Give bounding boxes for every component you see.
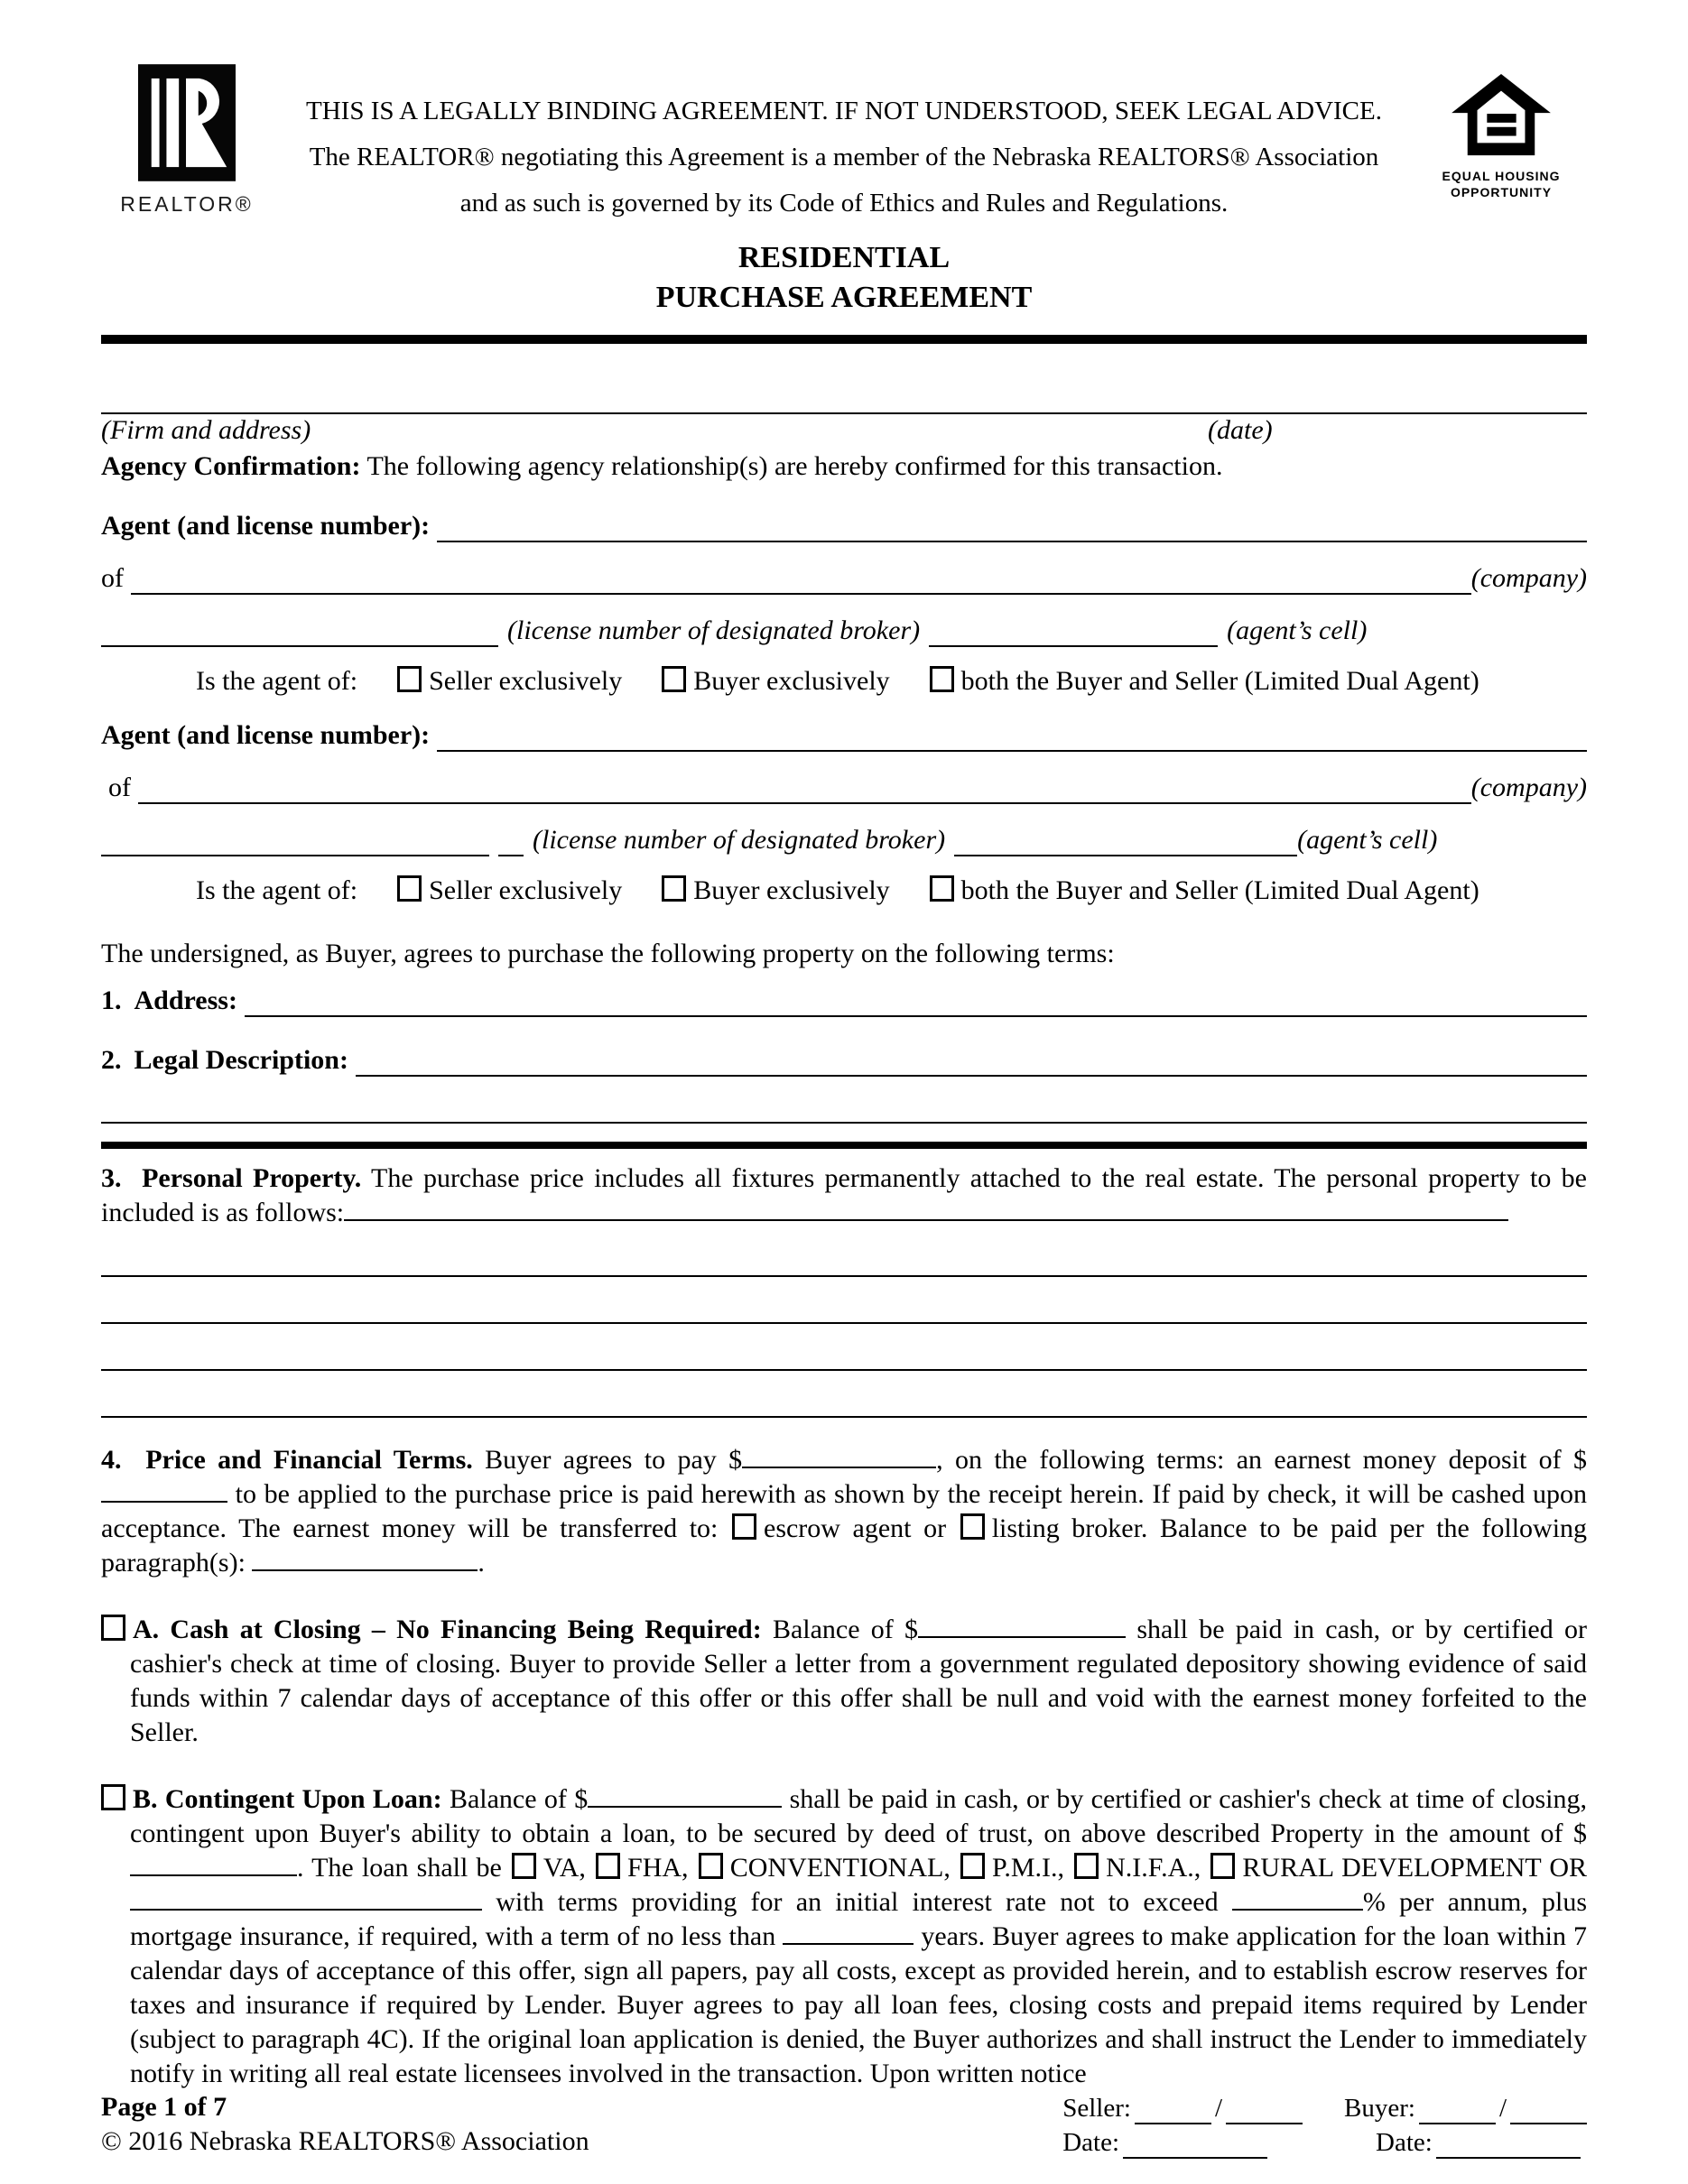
agent1-broker-license-input[interactable] [101,615,498,647]
buyer-initial-input-1[interactable] [1419,2097,1496,2124]
buyer-date-label: Date: [1376,2128,1433,2158]
personal-property-text: The purchase price includes all fixtures permanently attached to the real estate. The personal property to be included is as follows: [101,1162,1587,1227]
firm-labels-row [101,414,1587,450]
agent2-cell-label: (agent’s cell) [1297,824,1438,855]
section-b-balance-input[interactable] [588,1786,782,1808]
agent1-dual-option-label: both the Buyer and Seller (Limited Dual Agent) [960,665,1479,696]
interest-rate-input[interactable] [1232,1889,1363,1911]
agent1-buyer-exclusively-checkbox[interactable] [662,666,686,692]
rural-checkbox[interactable] [1210,1853,1235,1879]
buyer-initials-slash: / [1498,2094,1507,2124]
section-b-title: Contingent Upon Loan: [164,1783,442,1814]
listing-broker-checkbox[interactable] [960,1513,985,1540]
agent1-name-row [101,510,1587,542]
price-terms-paragraph [101,1443,1587,1580]
buyer-initials-label: Buyer: [1344,2094,1415,2124]
personal-property-paragraph [101,1161,1587,1230]
dates-row [1062,2124,1587,2159]
agent2-broker-license-input[interactable] [101,824,489,856]
page-header [101,63,1587,226]
personal-property-number: 3. [101,1162,122,1193]
legal-description-row [101,1044,1587,1077]
agent1-buyer-option [660,665,889,698]
section-a-balance-input[interactable] [918,1616,1126,1638]
realtor-logo [101,63,273,217]
agent2-seller-option [395,875,622,907]
section-b-text-4: with terms providing for an initial interest rate not to exceed [496,1886,1219,1917]
section-b-paragraph [101,1782,1587,2091]
pmi-checkbox[interactable] [960,1853,985,1879]
section-b-text-6: years. Buyer agrees to make application for the loan within 7 calendar days of acceptance of this offer, sign all papers, pay all costs, except as provided herein, and to establish escrow reserves for taxes and insurance if required by Lender. Buyer agrees to pay all loan fees, closing costs and prepaid items required by Lender (subject to paragraph 4C). If the original loan application is denied, the Buyer authorizes and shall instruct the Lender to immediately notify in writing all real estate licensees involved in the transaction. Upon written notice [130,1920,1588,2088]
section-a-paragraph [101,1613,1587,1750]
seller-initial-input-2[interactable] [1226,2097,1303,2124]
section-b-text-2: shall be paid in cash, or by certified or cashier's check at time of closing, contingent upon Buyer's ability to obtain a loan, to be secured by deed of trust, on above described Property in the amount of $ [130,1783,1588,1848]
price-terms-number: 4. [101,1444,122,1475]
earnest-money-input[interactable] [101,1481,227,1503]
legal-description-number: 2. [101,1044,122,1075]
legal-description-label: Legal Description: [134,1044,348,1075]
firm-address-row [101,382,1587,414]
agent2-buyer-exclusively-checkbox[interactable] [662,875,686,902]
price-terms-text-1: Buyer agrees to pay $ [485,1444,743,1475]
agent2-cell-input[interactable] [954,824,1297,856]
agent2-company-row [101,772,1587,804]
initials-block [1062,2090,1587,2159]
section-a-title: Cash at Closing – No Financing Being Required: [170,1614,762,1644]
address-row [101,985,1587,1017]
eho-line-2: OPPORTUNITY [1450,184,1553,199]
agent2-dual-agent-checkbox[interactable] [930,875,954,902]
page-footer [101,2090,1587,2159]
seller-initials-slash: / [1214,2094,1222,2124]
title-line-2: PURCHASE AGREEMENT [655,281,1033,315]
notice-line-1: THIS IS A LEGALLY BINDING AGREEMENT. IF NOT UNDERSTOOD, SEEK LEGAL ADVICE. [306,97,1382,125]
agent2-seller-exclusively-checkbox[interactable] [397,875,422,902]
personal-property-input-3[interactable] [101,1277,1587,1324]
agent2-broker-license-input-2[interactable] [498,824,524,856]
section-b-text-3: . The loan shall be [297,1852,502,1883]
agent1-seller-option [395,665,622,698]
buyer-date-input[interactable] [1436,2132,1581,2159]
agent2-company-input[interactable] [138,772,1471,804]
nifa-label: N.I.F.A., [1106,1852,1201,1883]
agent1-is-agent-label: Is the agent of: [196,665,358,696]
loan-term-input[interactable] [783,1923,914,1945]
initials-row [1062,2090,1587,2124]
agent-block-2 [101,719,1587,907]
section-a-text-1: Balance of $ [772,1614,919,1644]
address-label: Address: [134,985,237,1015]
price-terms-text-4: escrow agent or [764,1513,947,1543]
agent2-name-row [101,719,1587,752]
notice-line-3: and as such is governed by its Code of Ethics and Rules and Regulations. [459,188,1229,217]
agent2-buyer-option-label: Buyer exclusively [693,875,890,905]
price-terms-text-6: . [478,1547,485,1578]
document-title [101,238,1587,318]
agent2-buyer-option [660,875,889,907]
personal-property-input-5[interactable] [101,1371,1587,1418]
address-number: 1. [101,985,122,1015]
agent1-company-input[interactable] [131,562,1471,595]
firm-address-input[interactable] [101,382,1587,414]
undersigned-intro: The undersigned, as Buyer, agrees to purchase the following property on the following terms: [101,938,1115,968]
agent1-seller-exclusively-checkbox[interactable] [397,666,422,692]
realtor-logo-label: REALTOR® [120,192,254,216]
agent1-dual-agent-checkbox[interactable] [930,666,954,692]
section-b-letter: B. [133,1783,158,1814]
purchase-price-input[interactable] [742,1447,936,1468]
agent1-name-input[interactable] [437,510,1587,542]
agent-block-1 [101,510,1587,698]
seller-initial-input-1[interactable] [1135,2097,1211,2124]
agency-confirmation [101,450,1587,483]
fha-checkbox[interactable] [596,1853,620,1879]
price-terms-label: Price and Financial Terms. [145,1444,473,1475]
legal-description-input-2[interactable] [101,1077,1587,1124]
agent1-license-row [101,615,1587,647]
agent2-label: Agent (and license number): [101,719,431,750]
price-terms-text-2: , on the following terms: an earnest money deposit of $ [936,1444,1588,1475]
agency-confirmation-label: Agency Confirmation: [101,450,361,481]
agent2-dual-option [928,875,1479,907]
agent1-label: Agent (and license number): [101,510,431,541]
agent2-is-agent-label: Is the agent of: [196,875,358,905]
address-input[interactable] [245,985,1587,1017]
agent2-name-input[interactable] [437,719,1587,752]
rural-label: RURAL DEVELOPMENT OR [1242,1852,1588,1883]
section-b-text-1: Balance of $ [449,1783,589,1814]
personal-property-label: Personal Property. [142,1162,362,1193]
rural-development-input[interactable] [130,1889,482,1911]
section-a-text-2: shall be paid in cash, or by certified or cashier's check at time of closing. Buyer to provide Seller a letter from a government regulated depository showing evidence of said funds within 7 calendar days of acceptance of this offer or this offer shall be null and void with the earnest money forfeited to the Seller. [130,1614,1587,1747]
nifa-checkbox[interactable] [1074,1853,1099,1879]
agent1-buyer-option-label: Buyer exclusively [693,665,890,696]
section-b-checkbox[interactable] [101,1784,125,1810]
agent2-license-row [101,824,1587,856]
equal-housing-label [1415,169,1587,200]
notice-line-2: The REALTOR® negotiating this Agreement is a member of the Nebraska REALTORS® Association [309,142,1379,171]
agent1-of-label: of [101,562,124,593]
agency-confirmation-text: The following agency relationship(s) are hereby confirmed for this transaction. [366,450,1223,481]
conventional-label: CONVENTIONAL, [729,1852,951,1883]
legal-description-input[interactable] [356,1044,1587,1077]
agent1-broker-label: (license number of designated broker) [507,615,921,645]
agent2-is-agent-row [101,875,1587,907]
date-label: (date) [1208,414,1273,445]
agent2-dual-option-label: both the Buyer and Seller (Limited Dual Agent) [960,875,1479,905]
buyer-initial-input-2[interactable] [1510,2097,1587,2124]
va-label: VA, [543,1852,586,1883]
realtor-logo-icon [138,63,236,182]
personal-property-input-4[interactable] [101,1324,1587,1371]
loan-amount-input[interactable] [130,1855,297,1876]
seller-date-label: Date: [1062,2128,1120,2158]
paragraphs-input[interactable] [252,1550,478,1571]
agent2-broker-label: (license number of designated broker) [533,824,946,855]
legal-notice [273,63,1415,226]
price-terms-text-3: to be applied to the purchase price is paid herewith as shown by the receipt herein. If paid by check, it will be cashed upon acceptance. The earnest money will be transferred to: [101,1478,1587,1543]
agent1-dual-option [928,665,1479,698]
personal-property-input-1[interactable] [344,1199,1508,1221]
equal-housing-logo [1415,63,1587,200]
conventional-checkbox[interactable] [699,1853,723,1879]
fha-label: FHA, [627,1852,689,1883]
agent1-company-label: (company) [1470,562,1587,593]
agent2-company-label: (company) [1470,772,1587,802]
agent1-cell-label: (agent’s cell) [1227,615,1368,645]
escrow-agent-checkbox[interactable] [732,1513,756,1540]
section-divider [101,1142,1587,1149]
equal-housing-icon [1448,72,1554,161]
agent1-company-row [101,562,1587,595]
agent1-seller-option-label: Seller exclusively [429,665,623,696]
pmi-label: P.M.I., [991,1852,1064,1883]
eho-line-1: EQUAL HOUSING [1442,169,1561,183]
va-checkbox[interactable] [512,1853,536,1879]
agent2-of-label: of [108,772,131,802]
personal-property-input-2[interactable] [101,1230,1587,1277]
section-b-text-5: % per annum, plus mortgage insurance, if required, with a term of no less than [130,1886,1588,1951]
section-a-letter: A. [133,1614,160,1644]
firm-address-label: (Firm and address) [101,414,311,445]
seller-initials-label: Seller: [1062,2094,1131,2124]
title-divider [101,335,1587,344]
page-number: Page 1 of 7 [101,2092,227,2122]
footer-left [101,2090,589,2159]
price-terms-text-5: listing broker. Balance to be paid per the following paragraph(s): [101,1513,1588,1578]
seller-date-input[interactable] [1123,2132,1267,2159]
agent1-is-agent-row [101,665,1587,698]
copyright: © 2016 Nebraska REALTORS® Association [101,2126,589,2156]
agent1-cell-input[interactable] [929,615,1218,647]
section-a-checkbox[interactable] [101,1615,125,1641]
title-line-1: RESIDENTIAL [737,241,951,275]
agent2-seller-option-label: Seller exclusively [429,875,623,905]
